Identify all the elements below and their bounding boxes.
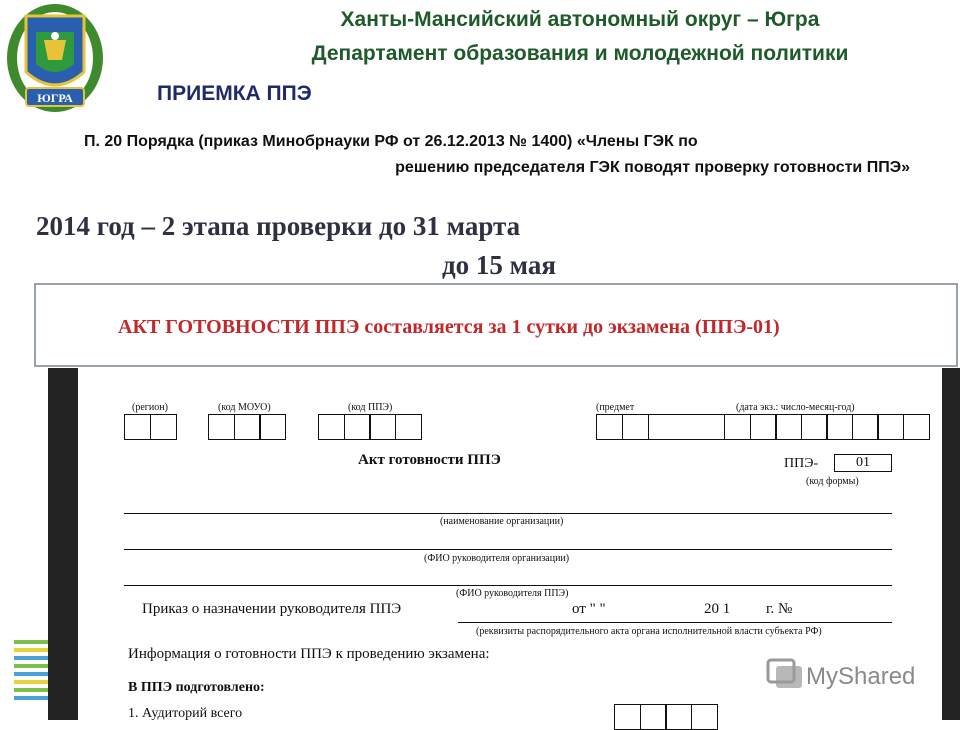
subject-cells: [596, 414, 647, 440]
label-org-name: (наименование организации): [440, 516, 564, 527]
label-ppe-head: (ФИО руководителя ППЭ): [456, 588, 569, 599]
label-ppe-code: (код ППЭ): [348, 402, 393, 413]
label-date: (дата экз.: число-месяц-год): [736, 402, 855, 413]
label-subject: (предмет: [596, 402, 635, 413]
moou-cells: [208, 414, 285, 440]
form-number: 01: [834, 454, 892, 472]
watermark-text: MyShared: [806, 663, 916, 690]
stages-line-1: 2014 год – 2 этапа проверки до 31 марта: [36, 211, 521, 241]
watermark-logo: [766, 654, 926, 694]
order-from: от " ": [572, 601, 606, 617]
label-moou: (код МОУО): [218, 402, 271, 413]
stages-line-2: до 15 мая: [442, 250, 556, 280]
item-1: 1. Аудиторий всего: [128, 706, 243, 721]
label-org-head: (ФИО руководителя организации): [424, 553, 570, 564]
order-number: г. №: [766, 601, 793, 617]
label-region: (регион): [132, 402, 168, 413]
emblem-logo: [4, 2, 106, 120]
emblem-text: ЮГРА: [37, 91, 73, 105]
readiness-info: Информация о готовности ППЭ к проведению экзамена:: [128, 646, 490, 662]
ppe-cells: [318, 414, 420, 440]
act-callout-text: АКТ ГОТОВНОСТИ ППЭ составляется за 1 сутки до экзамена (ППЭ-01): [118, 316, 780, 338]
decorative-stripes: [14, 640, 48, 700]
department-title: Департамент образования и молодежной политики: [311, 42, 849, 65]
form-title: Акт готовности ППЭ: [358, 452, 501, 468]
order-year: 20 1: [704, 601, 731, 617]
label-form-code: (код формы): [806, 476, 859, 487]
region-title: Ханты-Мансийский автономный округ – Югра: [340, 8, 820, 31]
order-line-2: решению председателя ГЭК поводят проверку готовности ППЭ»: [395, 159, 910, 176]
prepared-heading: В ППЭ подготовлено:: [128, 680, 265, 695]
auditorium-cells: [614, 704, 716, 730]
date-cells: [724, 414, 928, 440]
form-prefix: ППЭ-: [784, 456, 819, 471]
order-line-1: П. 20 Порядка (приказ Минобрнауки РФ от 26.12.2013 № 1400) «Члены ГЭК по: [84, 133, 698, 150]
region-cells: [124, 414, 175, 440]
label-requisites: (реквизиты распорядительного акта органа исполнительной власти субъекта РФ): [476, 626, 822, 637]
order-label: Приказ о назначении руководителя ППЭ: [142, 601, 402, 617]
slide-title: ПРИЕМКА ППЭ: [157, 82, 312, 105]
